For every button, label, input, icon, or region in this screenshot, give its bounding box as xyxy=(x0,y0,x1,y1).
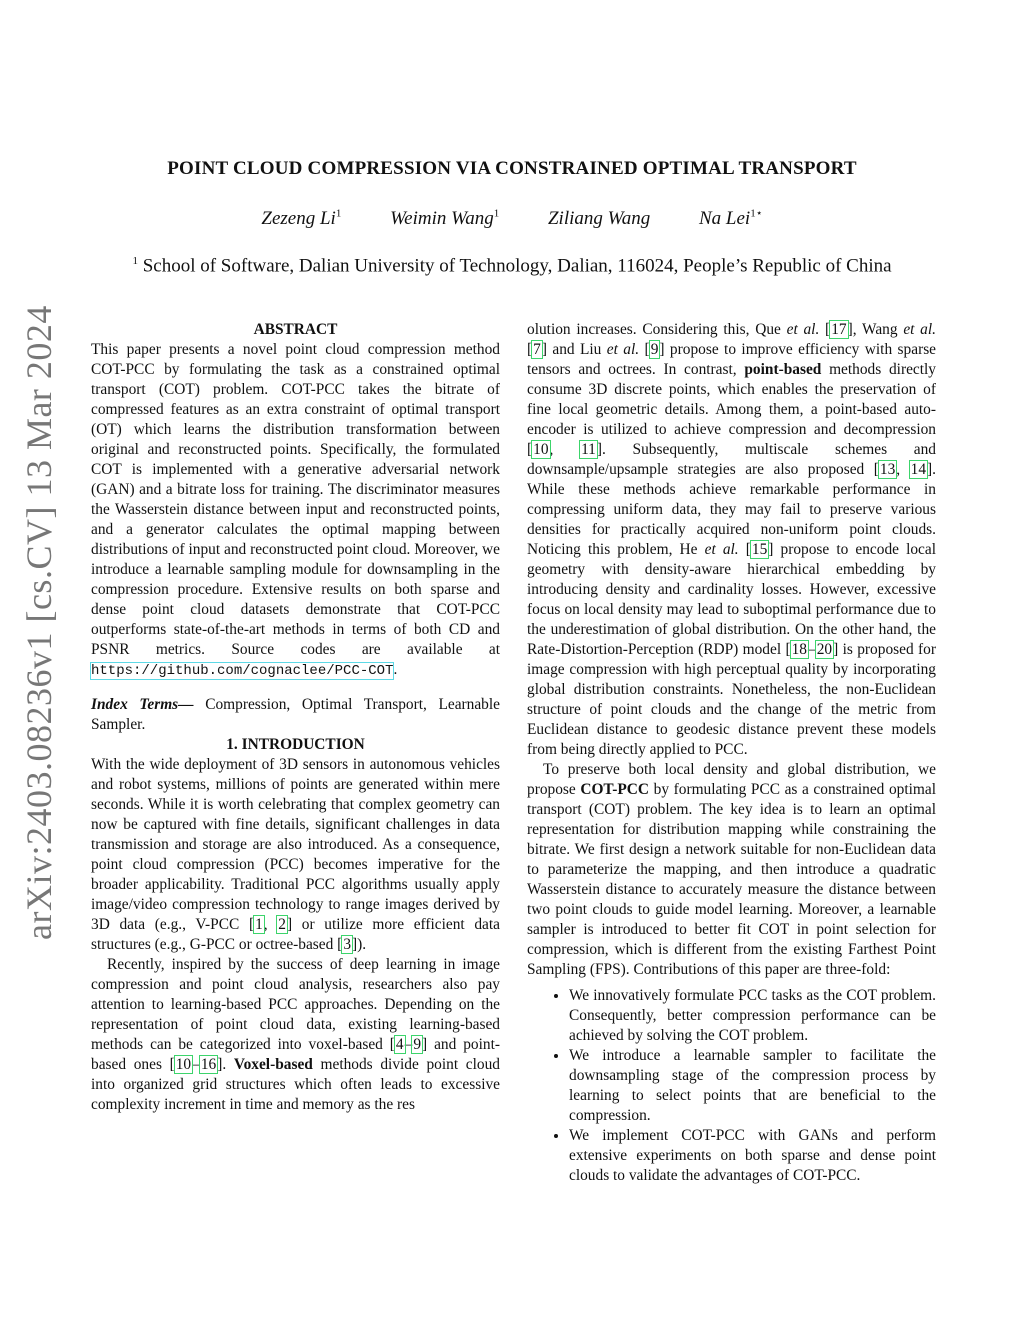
author: Ziliang Wang xyxy=(547,208,651,230)
intro-paragraph-1: With the wide deployment of 3D sensors in autonomous vehicles and robot systems, millions of points are generated within mere seconds. While it is worth celebrating that complex geometry can now be captured with fine details, significant challenges in data transmission and storage are also introduced. As a consequence, point cloud compression (PCC) becomes imperative for the broader applicability. Traditional PCC algorithms usually apply image/video compression technology to range images derived by 3D data (e.g., V-PCC [1, 2] or utilize more efficient data structures (e.g., G-PCC or octree-based [3]). xyxy=(91,756,500,953)
citation-link[interactable]: 18 xyxy=(791,641,807,658)
paper-title: POINT CLOUD COMPRESSION VIA CONSTRAINED OPTIMAL TRANSPORT xyxy=(167,158,857,179)
list-item: • We implement COT-PCC with GANs and perform extensive experiments on both sparse and dense point clouds to validate the advantages of COT-PCC. xyxy=(569,1126,936,1186)
citation-link[interactable]: 9 xyxy=(650,341,659,358)
citation-link[interactable]: 9 xyxy=(413,1036,422,1053)
index-terms: Index Terms— Compression, Optimal Transport, Learnable Sampler. xyxy=(91,696,500,733)
citation-link[interactable]: 14 xyxy=(910,461,927,478)
affiliation: $^1$ School of Software, Dalian University of Technology, Dalian, 116024, People’s Republic of China xyxy=(132,255,892,277)
list-item: • We introduce a learnable sampler to facilitate the downsampling stage of the compression process by learning to select points that are beneficial to the compression. xyxy=(569,1046,936,1126)
list-item: • We innovatively formulate PCC tasks as the COT problem. Consequently, better compression performance can be achieved by solving the COT problem. xyxy=(569,986,936,1046)
citation-link[interactable]: 10 xyxy=(175,1056,192,1073)
citation-link[interactable]: 16 xyxy=(200,1056,217,1073)
citation-link[interactable]: 15 xyxy=(751,541,768,558)
intro-paragraph-4: To preserve both local density and global distribution, we propose COT-PCC by formulating PCC as a constrained optimal transport (COT) problem. The key idea is to learn an optimal representation for distribution mapping while constraining the bitrate. We first design a network suitable for non-Euclidean data to parameterize the mapping, and then introduce a quadratic Wasserstein distance to accurately measure the distance between two point clouds to guide model learning. Moreover, a learnable sampler is introduced to better fit COT in point selection for compression, which is different from the existing Farthest Point Sampling (FPS). Contributions of this paper are three-fold: xyxy=(527,761,936,978)
abstract-heading: ABSTRACT xyxy=(253,321,338,338)
citation-link[interactable]: 11 xyxy=(581,441,596,458)
intro-paragraph-3: olution increases. Considering this, Que et al. [17], Wang et al. [7] and Liu et al. [9] propose to improve efficiency with sparse tensors and octrees. In contrast, point-based methods directly consume 3D discrete points, which enables the preservation of fine local geometric details. Among them, a point-based auto-encoder is utilized to achieve compression and decompression [10, 11]. Subsequently, multiscale schemes and downsample/upsample strategies are also proposed [13, 14]. While these methods achieve remarkable performance in compressing uniform data, they may fail to preserve various densities for practically acquired non-uniform point clouds. Noticing this problem, He et al. [15] propose to encode local geometry with density-aware hierarchical embedding by introducing density and cardinality losses. However, excessive focus on local density may lead to suboptimal performance due to the underestimation of global distribution. On the other hand, the Rate-Distortion-Perception (RDP) model [18–20] is proposed for image compression with high perceptual quality by incorporating global distribution constraints. Nonetheless, the non-Euclidean structure of point clouds and the change of the metric from Euclidean distance to geodesic distance prevent these models from being directly applied to PCC. xyxy=(527,321,937,758)
citation-link[interactable]: 2 xyxy=(278,916,286,933)
citation-link[interactable]: 10 xyxy=(533,441,549,458)
citation-link[interactable]: 4 xyxy=(395,1036,404,1053)
citation-link[interactable]: 1 xyxy=(255,916,263,933)
citation-link[interactable]: 3 xyxy=(343,936,352,953)
author: Weimin Wang$^1$ xyxy=(390,208,500,230)
right-column xyxy=(527,320,936,1186)
intro-heading: 1. INTRODUCTION xyxy=(226,736,365,753)
intro-paragraph-2: Recently, inspired by the success of deep learning in image compression and point cloud analysis, researchers also pay attention to learning-based PCC approaches. Depending on the representation of point cloud data, existing learning-based methods can be categorized into voxel-based [4–9] and point-based ones [10–16]. Voxel-based methods divide point cloud into organized grid structures which often leads to excessive complexity increment in time and memory as the res xyxy=(91,956,500,1113)
citation-link[interactable]: 20 xyxy=(816,641,833,658)
author-list xyxy=(0,207,1024,230)
left-column xyxy=(91,320,500,1115)
contributions-list xyxy=(527,986,936,1186)
source-code-link[interactable]: https://github.com/cognaclee/PCC-COT xyxy=(91,663,394,679)
author: Zezeng Li$^1$ xyxy=(261,208,342,230)
abstract-text: This paper presents a novel point cloud compression method COT-PCC by formulating the task as a constrained optimal transport (COT) problem. COT-PCC takes the bitrate of compressed features as an extra constraint of optimal transport (OT) which learns the distribution transformation between original and reconstructed points. Specifically, the formulated COT is implemented with a generative adversarial network (GAN) and a bitrate loss for training. The discriminator measures the Wasserstein distance between input and reconstructed points, and a generator calculates the optimal mapping between distributions of input and reconstructed point cloud. Moreover, we introduce a learnable sampling module for downsampling in the compression procedure. Extensive results on both sparse and dense point cloud datasets demonstrate that COT-PCC outperforms state-of-the-art methods in terms of both CD and PSNR metrics. Source codes are available at https://github.com/cognaclee/PCC-COT. xyxy=(91,341,500,679)
arxiv-stamp: arXiv:2403.08236v1 [cs.CV] 13 Mar 2024 xyxy=(19,305,59,940)
author: Na Lei$^{1⋆}$ xyxy=(698,208,763,230)
citation-link[interactable]: 13 xyxy=(879,461,896,478)
citation-link[interactable]: 7 xyxy=(533,341,541,358)
citation-link[interactable]: 17 xyxy=(831,321,847,338)
